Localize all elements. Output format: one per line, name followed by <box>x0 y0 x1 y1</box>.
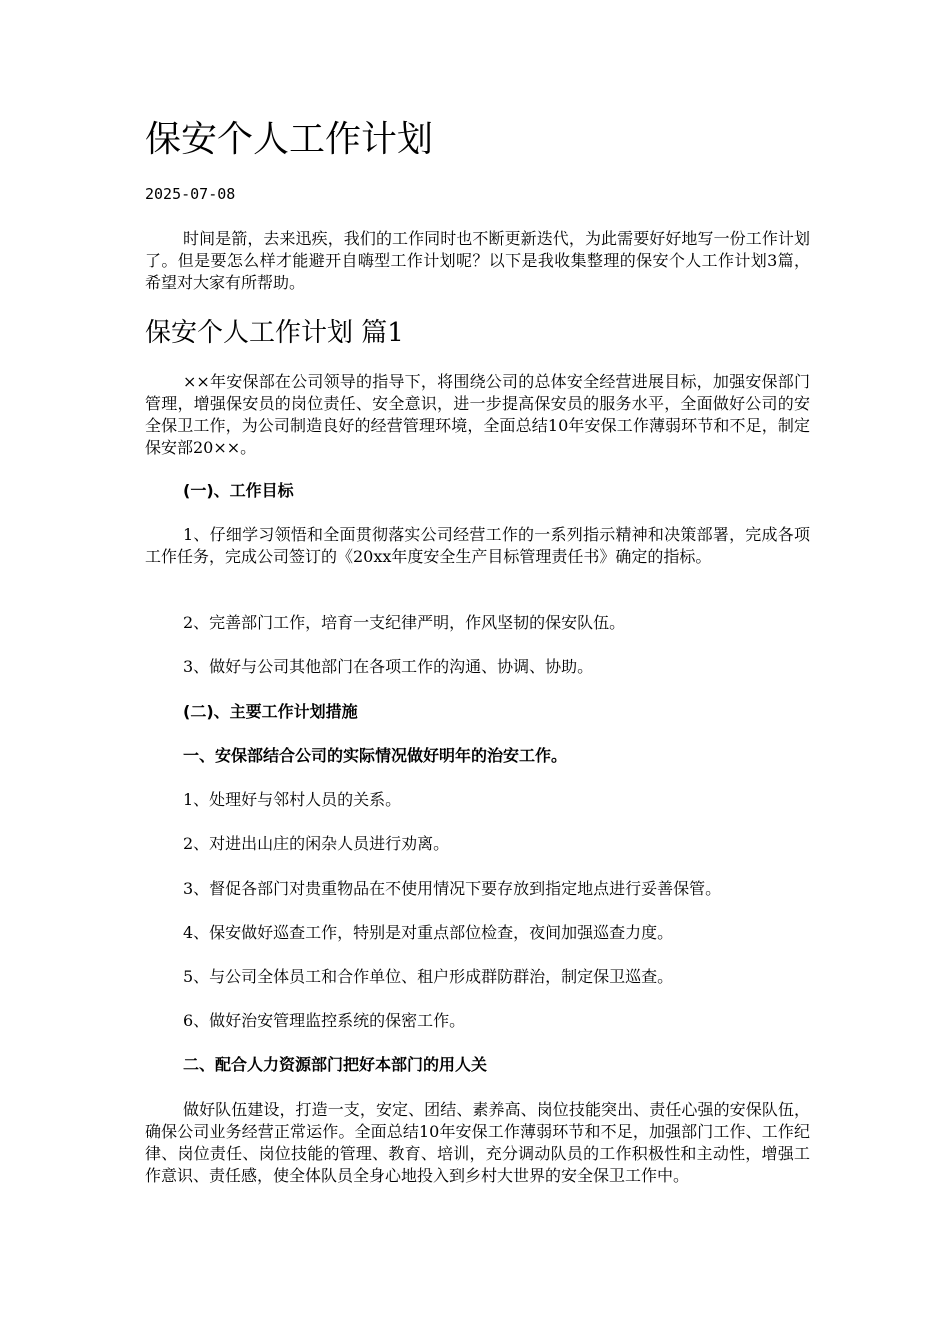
list-item: 4、保安做好巡查工作，特别是对重点部位检查，夜间加强巡查力度。 <box>183 923 674 942</box>
intro-paragraph: 时间是箭，去来迅疾，我们的工作同时也不断更新迭代，为此需要好好地写一份工作计划了。但是要怎么样才能避开自嗨型工作计划呢？以下是我收集整理的保安个人工作计划3篇，希望对大家有所帮助。 <box>145 229 810 292</box>
goal-item-1: 1、仔细学习领悟和全面贯彻落实公司经营工作的一系列指示精神和决策部署，完成各项工作任务，完成公司签订的《20xx年度安全生产目标管理责任书》确定的指标。 <box>145 525 810 566</box>
publish-date: 2025-07-08 <box>145 185 236 203</box>
list-item: 1、处理好与邻村人员的关系。 <box>183 790 402 809</box>
list-item: 6、做好治安管理监控系统的保密工作。 <box>183 1011 466 1030</box>
sub2-heading: 二、配合人力资源部门把好本部门的用人关 <box>183 1055 488 1074</box>
list-item: 2、对进出山庄的闲杂人员进行劝离。 <box>183 834 450 853</box>
document-title: 保安个人工作计划 <box>145 119 434 160</box>
goal-heading: (一)、工作目标 <box>183 481 294 500</box>
sub1-heading: 一、安保部结合公司的实际情况做好明年的治安工作。 <box>183 746 568 765</box>
measures-heading: (二)、主要工作计划措施 <box>183 702 358 721</box>
list-item: 5、与公司全体员工和合作单位、租户形成群防群治，制定保卫巡查。 <box>183 967 674 986</box>
goal-item-3: 3、做好与公司其他部门在各项工作的沟通、协调、协助。 <box>183 657 594 676</box>
section-paragraph: ××年安保部在公司领导的指导下，将围绕公司的总体安全经营进展目标，加强安保部门管理，增强保安员的岗位责任、安全意识，进一步提高保安员的服务水平，全面做好公司的安全保卫工作，为公司制造良好的经营管理环境，全面总结10年安保工作薄弱环节和不足，制定保安部20××。 <box>145 372 810 457</box>
list-item: 3、督促各部门对贵重物品在不使用情况下要存放到指定地点进行妥善保管。 <box>183 879 722 898</box>
goal-item-2: 2、完善部门工作，培育一支纪律严明，作风坚韧的保安队伍。 <box>183 613 626 632</box>
sub2-paragraph: 做好队伍建设，打造一支，安定、团结、素养高、岗位技能突出、责任心强的安保队伍，确保公司业务经营正常运作。全面总结10年安保工作薄弱环节和不足，加强部门工作、工作纪律、岗位责任、岗位技能的管理、教育、培训，充分调动队员的工作积极性和主动性，增强工作意识、责任感，使全体队员全身心地投入到乡村大世界的安全保卫工作中。 <box>145 1100 810 1185</box>
section-heading: 保安个人工作计划 篇1 <box>145 318 404 348</box>
